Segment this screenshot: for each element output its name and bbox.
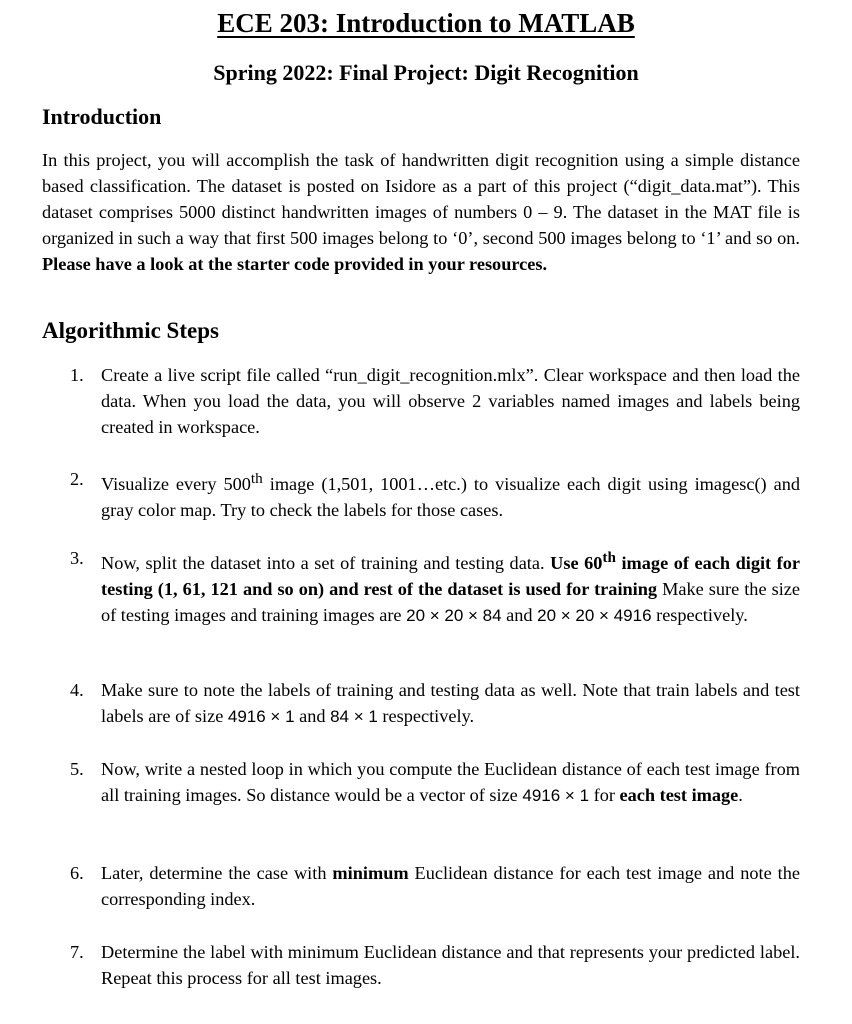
step-bold-part: each test image: [619, 785, 739, 805]
introduction-heading: Introduction: [42, 104, 162, 129]
document-title: ECE 203: Introduction to MATLAB: [217, 8, 635, 38]
algorithmic-steps-heading: Algorithmic Steps: [42, 318, 219, 343]
superscript: th: [250, 470, 263, 487]
step-text-part: Now, write a nested loop in which you compute the Euclidean distance of each test image from all training images. So distance would be a vector of size: [101, 759, 800, 805]
step-number: 5.: [70, 759, 84, 779]
step-bold-part: minimum: [332, 863, 409, 883]
step-text-part: Make sure to note the labels of training and testing data as well. Note that train labels and test labels are of size: [101, 680, 800, 726]
step-text-part: Now, split the dataset into a set of training and testing data.: [101, 553, 551, 574]
step-text: [101, 756, 800, 809]
introduction-bold-text: Please have a look at the starter code provided in your resources.: [42, 254, 548, 274]
test-label-dimensions: 84 × 1: [330, 707, 378, 726]
step-text-part: Euclidean distance for each test image and note the corresponding index.: [101, 863, 800, 909]
step-text: Determine the label with minimum Euclidean distance and that represents your predicted label. Repeat this process for all test images.: [101, 942, 800, 988]
step-text-part: image (1,501, 1001…etc.) to visualize each digit using imagesc() and gray color map. Try to check the labels for those cases.: [101, 474, 800, 521]
test-dimensions: 20 × 20 × 84: [406, 606, 502, 626]
step-text-part: Make sure the size of testing images and training images are: [101, 579, 800, 626]
step-number: 4.: [70, 680, 84, 700]
step-bold-part: image of each digit for testing (1, 61, 121 and so on) and rest of the dataset is used for training: [101, 553, 801, 600]
step-text-part: and: [501, 605, 538, 626]
step-number: 1.: [70, 365, 84, 385]
step-text-part: .: [738, 785, 743, 805]
step-text-part: and: [294, 706, 331, 726]
train-label-dimensions: 4916 × 1: [227, 707, 295, 726]
train-dimensions: 20 × 20 × 4916: [537, 606, 652, 626]
step-text-part: Later, determine the case with: [101, 863, 333, 883]
step-number: 7.: [70, 942, 84, 962]
step-text-part: Visualize every 500: [101, 474, 251, 495]
step-text: Create a live script file called “run_digit_recognition.mlx”. Clear workspace and then load the data. When you load the data, you will observe 2 variables named images and labels being created in workspace.: [101, 365, 800, 437]
step-number: 3.: [70, 548, 84, 568]
step-text: [101, 677, 800, 730]
step-text-part: respectively.: [651, 605, 748, 626]
step-number: 2.: [70, 469, 84, 489]
superscript: th: [602, 549, 616, 566]
distance-vector-size: 4916 × 1: [522, 786, 590, 805]
document-subtitle: Spring 2022: Final Project: Digit Recognition: [213, 60, 639, 85]
introduction-text: In this project, you will accomplish the task of handwritten digit recognition using a simple distance based classification. The dataset is posted on Isidore as a part of this project (“digit_data.mat”). This dataset comprises 5000 distinct handwritten images of numbers 0 – 9. The dataset in the MAT file is organized in such a way that first 500 images belong to ‘0’, second 500 images belong to ‘1’ and so on.: [42, 150, 800, 248]
step-bold-part: Use 60: [550, 553, 603, 574]
step-text: [101, 545, 800, 629]
introduction-paragraph: [42, 147, 800, 277]
step-number: 6.: [70, 863, 84, 883]
step-text-part: for: [589, 785, 620, 805]
step-text: [101, 466, 800, 523]
step-text-part: respectively.: [377, 706, 475, 726]
step-text: [101, 860, 800, 912]
